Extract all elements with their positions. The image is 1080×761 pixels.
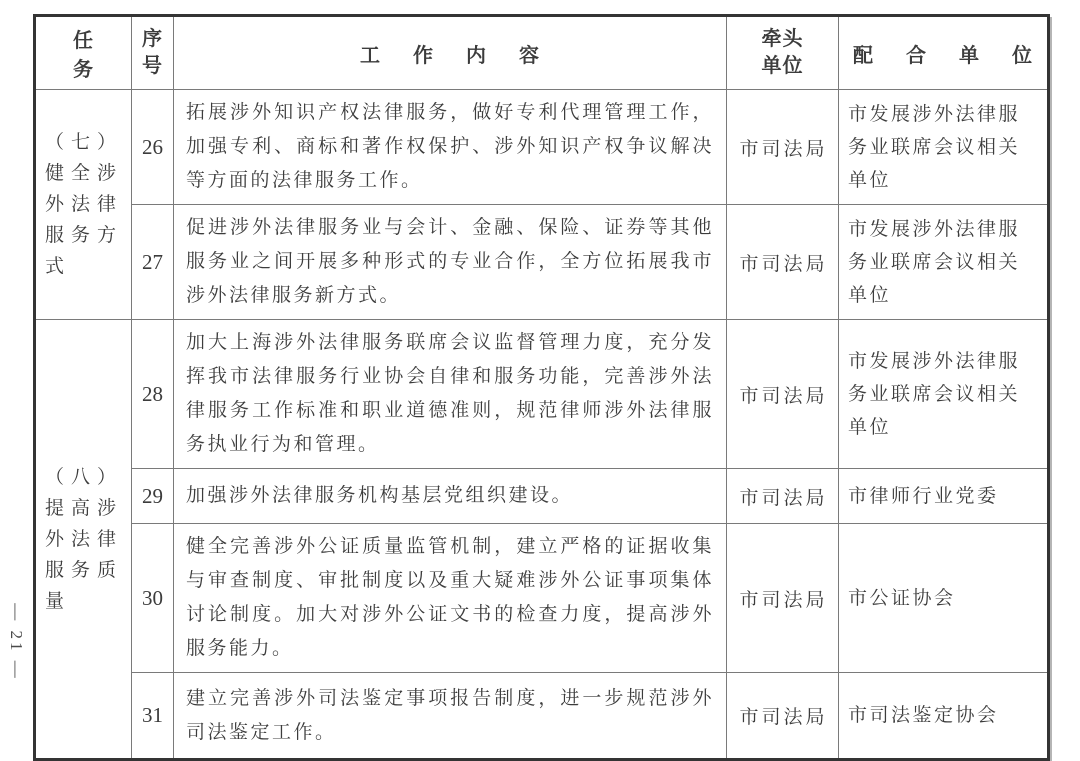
table-row [35, 673, 1049, 760]
work-plan-table [33, 14, 1050, 761]
row-number: 27 [132, 205, 174, 320]
coop-unit: 市发展涉外法律服务业联席会议相关单位 [839, 90, 1049, 205]
coop-unit: 市公证协会 [839, 524, 1049, 673]
lead-unit: 市司法局 [727, 524, 839, 673]
lead-unit: 市司法局 [727, 469, 839, 524]
lead-unit: 市司法局 [727, 205, 839, 320]
coop-unit: 市司法鉴定协会 [839, 673, 1049, 760]
row-number: 26 [132, 90, 174, 205]
table-row [35, 205, 1049, 320]
work-content: 建立完善涉外司法鉴定事项报告制度，进一步规范涉外司法鉴定工作。 [174, 673, 727, 760]
table-row [35, 90, 1049, 205]
table-header-row [35, 16, 1049, 90]
task-group-7-cell: （七）健全涉外法律服务方式 [35, 90, 132, 320]
coop-unit: 市发展涉外法律服务业联席会议相关单位 [839, 320, 1049, 469]
col-header-number: 序 号 [132, 16, 174, 90]
col-header-task: 任务 [35, 16, 132, 90]
table-row [35, 320, 1049, 469]
col-header-coop-unit: 配 合 单 位 [839, 16, 1049, 90]
col-header-content: 工 作 内 容 [174, 16, 727, 90]
table-row [35, 524, 1049, 673]
lead-unit: 市司法局 [727, 320, 839, 469]
work-content: 健全完善涉外公证质量监管机制，建立严格的证据收集与审查制度、审批制度以及重大疑难涉外公证事项集体讨论制度。加大对涉外公证文书的检查力度，提高涉外服务能力。 [174, 524, 727, 673]
col-header-lead-unit: 牵头 单位 [727, 16, 839, 90]
row-number: 29 [132, 469, 174, 524]
work-content: 加大上海涉外法律服务联席会议监督管理力度，充分发挥我市法律服务行业协会自律和服务功能，完善涉外法律服务工作标准和职业道德准则，规范律师涉外法律服务执业行为和管理。 [174, 320, 727, 469]
lead-unit: 市司法局 [727, 90, 839, 205]
page-number: — 21 — [7, 603, 26, 681]
task-group-8-cell: （八）提高涉外法律服务质量 [35, 320, 132, 760]
table-row [35, 469, 1049, 524]
work-content: 促进涉外法律服务业与会计、金融、保险、证券等其他服务业之间开展多种形式的专业合作，全方位拓展我市涉外法律服务新方式。 [174, 205, 727, 320]
coop-unit: 市律师行业党委 [839, 469, 1049, 524]
row-number: 28 [132, 320, 174, 469]
work-content: 拓展涉外知识产权法律服务，做好专利代理管理工作，加强专利、商标和著作权保护、涉外知识产权争议解决等方面的法律服务工作。 [174, 90, 727, 205]
coop-unit: 市发展涉外法律服务业联席会议相关单位 [839, 205, 1049, 320]
work-content: 加强涉外法律服务机构基层党组织建设。 [174, 469, 727, 524]
row-number: 30 [132, 524, 174, 673]
lead-unit: 市司法局 [727, 673, 839, 760]
row-number: 31 [132, 673, 174, 760]
